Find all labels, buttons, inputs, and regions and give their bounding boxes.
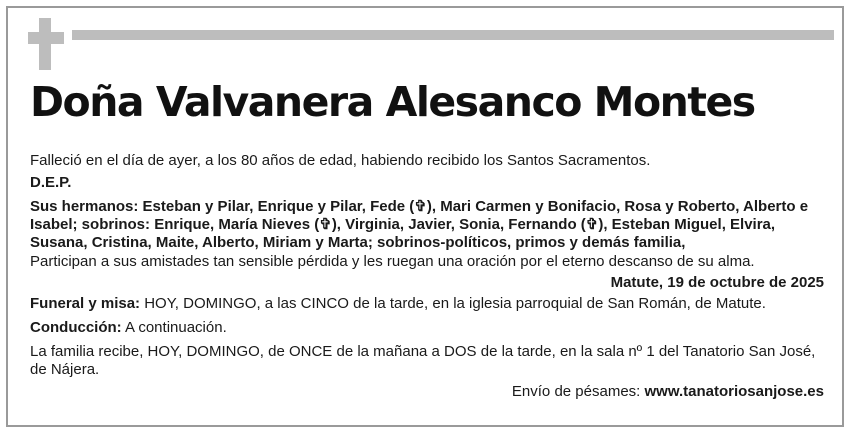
header-rule [72,30,834,40]
dep-label: D.E.P. [30,174,72,191]
condolences-label: Envío de pésames: [511,383,645,400]
conduction-label: Conducción: [30,319,122,336]
deceased-name: Doña Valvanera Alesanco Montes [30,78,755,126]
condolences-line [30,383,824,401]
visitation-info: La familia recibe, HOY, DOMINGO, de ONCE de la mañana a DOS de la tarde, en la sala nº 1 del Tanatorio San José, de Nájera. [30,343,816,378]
place-date: Matute, 19 de octubre de 2025 [610,274,824,291]
funeral-info [30,295,824,313]
cross-icon [28,18,66,70]
prayer-request: Participan a sus amistades tan sensible pérdida y les ruegan una oración por el eterno descanso de su alma. [30,253,755,270]
condolences-link[interactable]: www.tanatoriosanjose.es [644,383,824,400]
obituary-card [6,6,844,427]
funeral-label: Funeral y misa: [30,295,141,312]
death-notice: Falleció en el día de ayer, a los 80 años de edad, habiendo recibido los Santos Sacramentos. [30,152,651,169]
funeral-text: HOY, DOMINGO, a las CINCO de la tarde, en la iglesia parroquial de San Román, de Matute. [140,295,766,312]
conduction-info [30,319,824,337]
obituary-body [30,152,824,401]
conduction-text: A continuación. [121,319,227,336]
family-list: Sus hermanos: Esteban y Pilar, Enrique y Pilar, Fede (✞), Mari Carmen y Bonifacio, Rosa y Roberto, Alberto e Isabel; sobrinos: Enrique, María Nieves (✞), Virginia, Javier, Sonia, Fernando (✞), Esteban Miguel, Elvira, Susana, Cristina, Maite, Alberto, Miriam y Marta; sobrinos-políticos, primos y demás familia, [30,198,809,251]
